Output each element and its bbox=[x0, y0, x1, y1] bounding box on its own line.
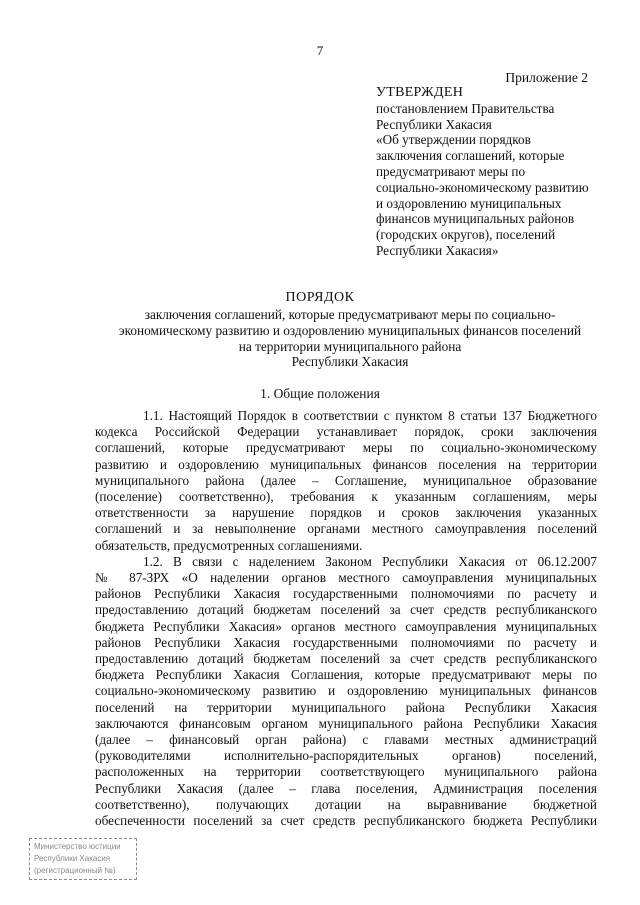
paragraph-line: районов Республики Хакасия государственными полномочиями по расчету и bbox=[95, 634, 597, 650]
stamp-line: (регистрационный №) bbox=[34, 866, 116, 875]
paragraph-line: муниципального района (далее – Соглашение, муниципальное образование bbox=[95, 472, 597, 488]
paragraph-line: расположенных на территории соответствующего муниципального района bbox=[95, 764, 597, 780]
subtitle-line: на территории муниципального района bbox=[238, 338, 462, 354]
approval-line: Республики Хакасия bbox=[376, 116, 492, 132]
paragraph-line: № 87-ЗРХ «О наделении органов местного самоуправления муниципальных bbox=[95, 570, 597, 586]
approval-line: постановлением Правительства bbox=[376, 100, 555, 116]
paragraph-line: обязательств, предусмотренных соглашениями. bbox=[95, 537, 363, 553]
approval-line: «Об утверждении порядков bbox=[376, 132, 531, 148]
annex-label: Приложение 2 bbox=[505, 70, 588, 85]
stamp-line: Министерство юстиции bbox=[34, 842, 121, 851]
paragraph-line: районов Республики Хакасия государственными полномочиями по расчету и bbox=[95, 586, 597, 602]
paragraph-line: бюджета Республики Хакасия» органов местного самоуправления муниципальных bbox=[95, 618, 597, 634]
paragraph-line: бюджета Республики Хакасия Соглашения, которые предусматривают меры по bbox=[95, 667, 597, 683]
approval-line: (городских округов), поселений bbox=[376, 227, 556, 243]
paragraph-line: кодекса Российской Федерации устанавливает порядок, сроки заключения bbox=[95, 424, 597, 440]
stamp-line: Республики Хакасия bbox=[34, 854, 111, 863]
paragraph-line: заключаются финансовым органом муниципального района Республики Хакасия bbox=[95, 715, 597, 731]
paragraph-line: (руководителями исполнительно-распорядительных органов) поселений, bbox=[95, 748, 597, 764]
body-text bbox=[95, 408, 597, 829]
paragraph-line: соглашений и за невыполнение органами местного самоуправления поселений bbox=[95, 521, 597, 537]
subtitle-line: Республики Хакасия bbox=[291, 354, 409, 370]
approval-line: и оздоровлению муниципальных bbox=[376, 195, 562, 211]
paragraph-line: развитию и оздоровлению муниципальных финансов поселения на территории bbox=[95, 456, 597, 472]
paragraph-line: предоставлению дотаций бюджетам поселений за счет средств республиканского bbox=[95, 602, 597, 618]
paragraph-line: поселений на территории муниципального района Республики Хакасия bbox=[95, 699, 597, 715]
subtitle-line: экономическому развитию и оздоровлению муниципальных финансов поселений bbox=[118, 322, 582, 338]
paragraph-line: предоставлению дотаций бюджетам поселений за счет средств республиканского bbox=[95, 651, 597, 667]
approval-line: Республики Хакасия» bbox=[376, 242, 499, 258]
section-heading: 1. Общие положения bbox=[260, 386, 380, 401]
registration-stamp bbox=[29, 838, 137, 880]
paragraph-line: ответственности за нарушение порядков и сроков заключения указанных bbox=[95, 505, 597, 521]
paragraph-line: соответственно), получающих дотации на выравнивание бюджетной bbox=[95, 796, 597, 812]
paragraph-line: соглашений, которые предусматривают меры по социально-экономическому bbox=[95, 440, 597, 456]
subtitle-line: заключения соглашений, которые предусматривают меры по социально- bbox=[144, 307, 556, 322]
page-number: 7 bbox=[316, 43, 324, 58]
approval-line: заключения соглашений, которые bbox=[376, 148, 565, 164]
paragraph-line: социально-экономическому развитию и оздоровлению муниципальных финансов bbox=[95, 683, 597, 699]
document-title: ПОРЯДОК bbox=[285, 290, 355, 305]
paragraph-line: (поселение) соответственно), требования к указанным соглашениям, меры bbox=[95, 489, 597, 505]
paragraph-line: 1.2. В связи с наделением Законом Республики Хакасия от 06.12.2007 bbox=[143, 553, 597, 569]
document-subtitle bbox=[60, 307, 640, 370]
approval-heading: УТВЕРЖДЕН bbox=[376, 85, 464, 100]
paragraph-line: Республики Хакасия (далее – глава поселения, Администрация поселения bbox=[95, 780, 597, 796]
approval-line: финансов муниципальных районов bbox=[376, 211, 575, 227]
approval-line: социально-экономическому развитию bbox=[376, 179, 589, 195]
approval-line: предусматривают меры по bbox=[376, 163, 526, 179]
paragraph-line: 1.1. Настоящий Порядок в соответствии с пунктом 8 статьи 137 Бюджетного bbox=[143, 408, 597, 423]
paragraph-line: (далее – финансовый орган района) с главами местных администраций bbox=[95, 732, 597, 748]
paragraph-line: обеспеченности поселений за счет средств республиканского бюджета Республики bbox=[95, 813, 597, 829]
approval-block bbox=[376, 85, 616, 259]
